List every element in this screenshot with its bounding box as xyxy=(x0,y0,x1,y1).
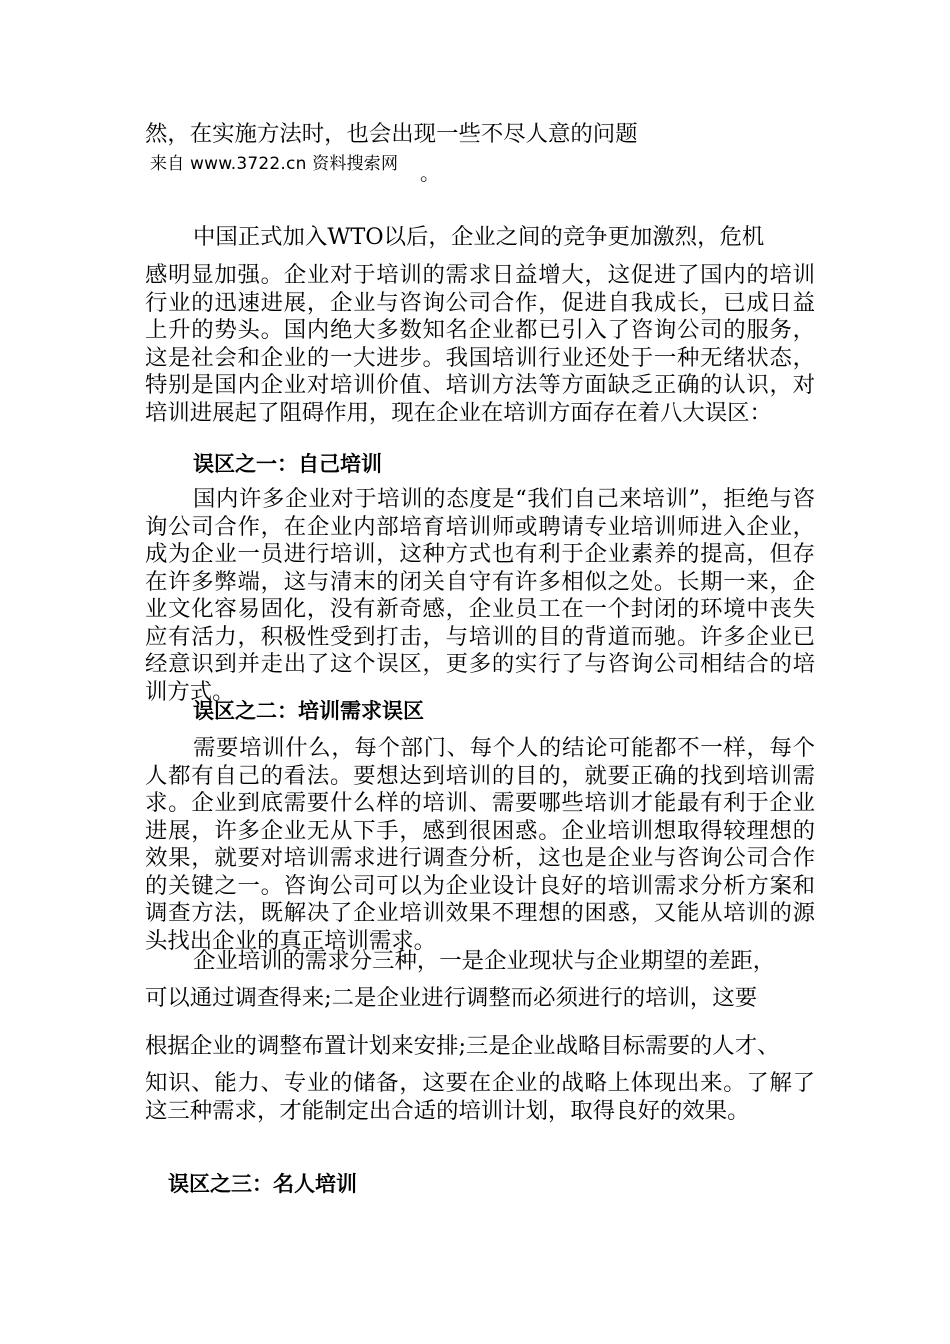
paragraph-3-body: 需要培训什么，每个部门、每个人的结论可能都不一样，每个人都有自己的看法。要想达到培训的目的，就要正确的找到培训需求。企业到底需要什么样的培训、需要哪些培训才能最有利于企业进展，许多企业无从下手，感到很困惑。企业培训想取得较理想的效果，就要对培训需求进行调查分析，这也是企业与咨询公司合作的关键之一。咨询公司可以为企业设计良好的培训需求分析方案和调查方法，既解决了企业培训效果不理想的困惑，又能从培训的源头找出企业的真正培训需求。 xyxy=(145,735,815,954)
watermark-text: 来自 www.3722.cn 资料搜索网 xyxy=(150,154,399,174)
paragraph-1-body: 感明显加强。企业对于培训的需求日益增大，这促进了国内的培训行业的迅速进展，企业与咨询公司合作，促进自我成长，已成日益上升的势头。国内绝大多数知名企业都已引入了咨询公司的服务，这是社会和企业的一大进步。我国培训行业还处于一种无绪状态，特别是国内企业对培训价值、培训方法等方面缺乏正确的认识，对培训进展起了阻碍作用，现在企业在培训方面存在着八大误区： xyxy=(145,262,815,426)
paragraph-1-first-line: 中国正式加入WTO以后，企业之间的竞争更加激烈，危机 xyxy=(193,224,765,250)
paragraph-4-line-3: 根据企业的调整布置计划来安排;三是企业战略目标需要的人才、 xyxy=(145,1033,780,1059)
heading-misconception-3: 误区之三：名人培训 xyxy=(168,1171,357,1196)
intro-tail-text: 然，在实施方法时，也会出现一些不尽人意的问题 xyxy=(145,121,638,147)
heading-misconception-1: 误区之一：自己培训 xyxy=(193,451,382,476)
paragraph-4-line-2: 可以通过调查得来;二是企业进行调整而必须进行的培训，这要 xyxy=(145,985,758,1011)
paragraph-4-body: 知识、能力、专业的储备，这要在企业的战略上体现出来。了解了这三种需求，才能制定出合适的培训计划，取得良好的效果。 xyxy=(145,1070,815,1124)
intro-end-mark: 。 xyxy=(420,161,440,185)
paragraph-4-line-1: 企业培训的需求分三种，一是企业现状与企业期望的差距， xyxy=(193,948,776,974)
heading-misconception-2: 误区之二：培训需求误区 xyxy=(193,698,424,723)
paragraph-2-body: 国内许多企业对于培训的态度是“我们自己来培训”，拒绝与咨询公司合作，在企业内部培育培训师或聘请专业培训师进入企业，成为企业一员进行培训，这种方式也有利于企业素养的提高，但存在许多弊端，这与清末的闭关自守有许多相似之处。长期一来，企业文化容易固化，没有新奇感，企业员工在一个封闭的环境中丧失应有活力，积极性受到打击，与培训的目的背道而驰。许多企业已经意识到并走出了这个误区，更多的实行了与咨询公司相结合的培训方式。 xyxy=(145,486,815,705)
